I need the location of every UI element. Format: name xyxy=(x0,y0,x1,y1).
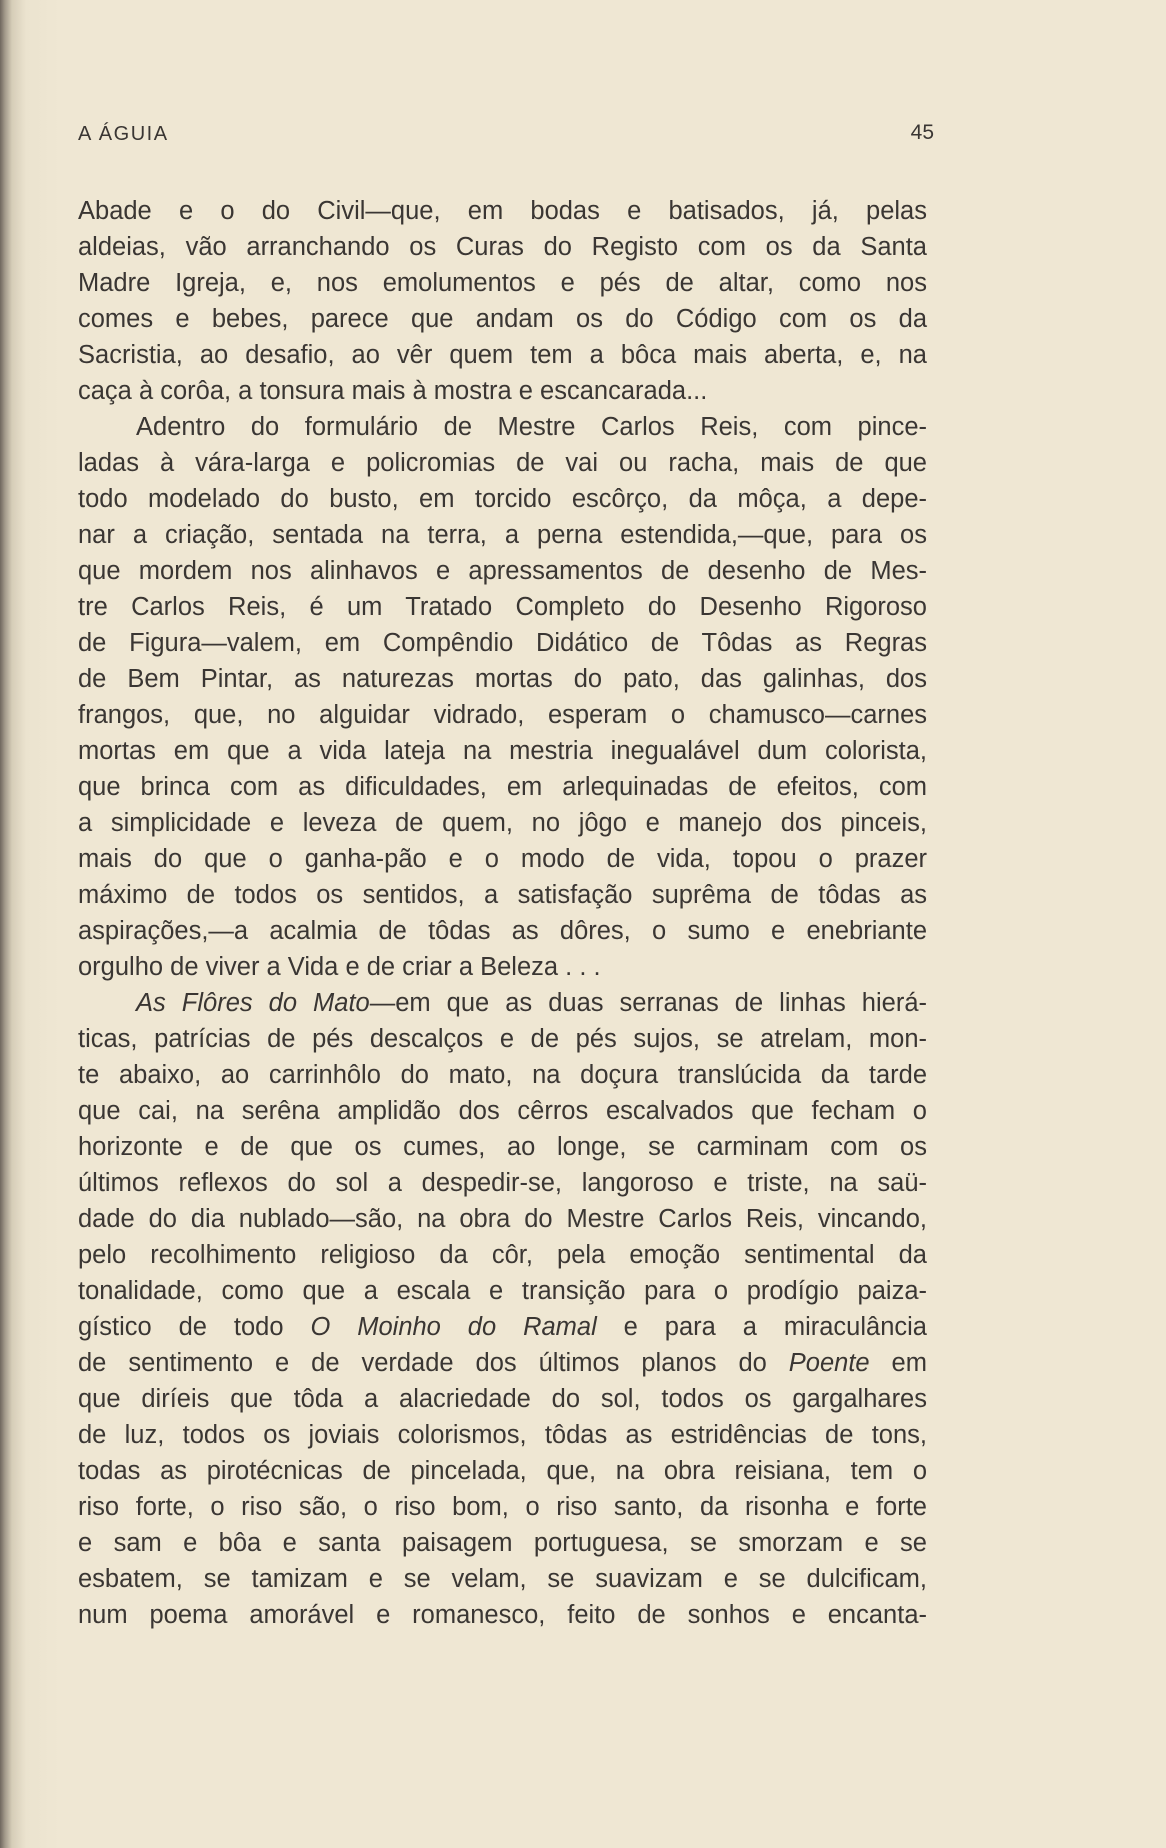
text-line: riso forte, o riso são, o riso bom, o riso santo, da risonha e forte xyxy=(78,1493,927,1521)
text-line: todas as pirotécnicas de pincelada, que, na obra reisiana, tem o xyxy=(78,1457,927,1485)
page-number: 45 xyxy=(910,121,934,144)
text-line xyxy=(78,1345,927,1381)
italic-title: O Moinho do Ramal xyxy=(310,1313,597,1341)
text-line: que brinca com as dificuldades, em arlequinadas de efeitos, com xyxy=(78,773,927,801)
text-line: que diríeis que tôda a alacriedade do sol, todos os gargalhares xyxy=(78,1385,927,1413)
text-line: aldeias, vão arranchando os Curas do Registo com os da Santa xyxy=(78,233,927,261)
text-line: dade do dia nublado—são, na obra do Mestre Carlos Reis, vincando, xyxy=(78,1205,927,1233)
text-line: tre Carlos Reis, é um Tratado Completo do Desenho Rigoroso xyxy=(78,593,927,621)
text-line: pelo recolhimento religioso da côr, pela emoção sentimental da xyxy=(78,1241,927,1269)
text-fragment: em xyxy=(891,1349,927,1377)
text-line: Sacristia, ao desafio, ao vêr quem tem a bôca mais aberta, e, na xyxy=(78,341,927,369)
text-line: tonalidade, como que a escala e transição para o prodígio paiza- xyxy=(78,1277,927,1305)
text-line: comes e bebes, parece que andam os do Código com os da xyxy=(78,305,927,333)
text-line: frangos, que, no alguidar vidrado, esperam o chamusco—carnes xyxy=(78,701,927,729)
text-line: a simplicidade e leveza de quem, no jôgo e manejo dos pinceis, xyxy=(78,809,927,837)
text-line: de luz, todos os joviais colorismos, tôdas as estridências de tons, xyxy=(78,1421,927,1449)
text-line: aspirações,—a acalmia de tôdas as dôres, o sumo e enebriante xyxy=(78,917,927,945)
page-header xyxy=(78,123,934,153)
text-line: mortas em que a vida lateja na mestria inegualável dum colorista, xyxy=(78,737,927,765)
text-line: horizonte e de que os cumes, ao longe, se carminam com os xyxy=(78,1133,927,1161)
text-line: te abaixo, ao carrinhôlo do mato, na doçura translúcida da tarde xyxy=(78,1061,927,1089)
text-line: últimos reflexos do sol a despedir-se, langoroso e triste, na saü- xyxy=(78,1169,927,1197)
paragraph-start-line xyxy=(78,985,927,1021)
text-line: máximo de todos os sentidos, a satisfação suprêma de tôdas as xyxy=(78,881,927,909)
paragraph-start-line: Adentro do formulário de Mestre Carlos Reis, com pince- xyxy=(136,413,927,441)
text-fragment: e para a miraculância xyxy=(623,1313,927,1341)
text-line: ladas à vára-larga e policromias de vai ou racha, mais de que xyxy=(78,449,927,477)
text-line: que mordem nos alinhavos e apressamentos de desenho de Mes- xyxy=(78,557,927,585)
text-line: num poema amorável e romanesco, feito de sonhos e encanta- xyxy=(78,1601,927,1629)
text-line: Abade e o do Civil—que, em bodas e batisados, já, pelas xyxy=(78,197,927,225)
text-line: nar a criação, sentada na terra, a perna estendida,—que, para os xyxy=(78,521,927,549)
italic-title: Poente xyxy=(788,1349,870,1377)
text-line: ticas, patrícias de pés descalços e de pés sujos, se atrelam, mon- xyxy=(78,1025,927,1053)
text-line: Madre Igreja, e, nos emolumentos e pés de altar, como nos xyxy=(78,269,927,297)
body-text xyxy=(78,193,927,1633)
text-line: orgulho de viver a Vida e de criar a Beleza . . . xyxy=(78,953,601,981)
text-line: e sam e bôa e santa paisagem portuguesa, se smorzam e se xyxy=(78,1529,927,1557)
text-fragment: de sentimento e de verdade dos últimos planos do xyxy=(78,1349,767,1377)
text-line: todo modelado do busto, em torcido escôrço, da môça, a depe- xyxy=(78,485,927,513)
text-line: esbatem, se tamizam e se velam, se suavizam e se dulcificam, xyxy=(78,1565,927,1593)
text-line: de Figura—valem, em Compêndio Didático de Tôdas as Regras xyxy=(78,629,927,657)
italic-title: As Flôres do Mato xyxy=(136,989,370,1017)
text-line: caça à corôa, a tonsura mais à mostra e escancarada... xyxy=(78,377,708,405)
text-line xyxy=(78,1309,927,1345)
text-line: mais do que o ganha-pão e o modo de vida, topou o prazer xyxy=(78,845,927,873)
text-line: que cai, na serêna amplidão dos cêrros escalvados que fecham o xyxy=(78,1097,927,1125)
text-fragment: —em que as duas serranas de linhas hierá- xyxy=(369,989,927,1017)
text-fragment: gístico de todo xyxy=(78,1313,284,1341)
text-line: de Bem Pintar, as naturezas mortas do pato, das galinhas, dos xyxy=(78,665,927,693)
running-head: A ÁGUIA xyxy=(78,123,169,145)
